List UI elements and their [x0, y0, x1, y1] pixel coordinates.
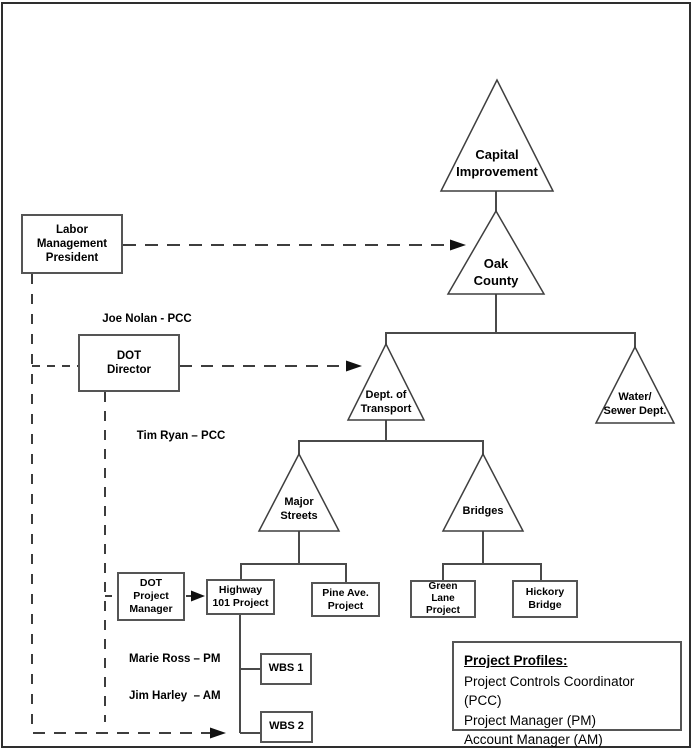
- label-line: Bridges: [462, 505, 504, 517]
- triangle-bridges: [443, 454, 523, 531]
- box-highway-101-project: [206, 579, 275, 615]
- legend-item: Account Manager (AM): [464, 731, 603, 747]
- triangle-capital-improvement: [441, 80, 553, 191]
- box-line: Pine Ave.: [322, 586, 369, 599]
- annotation-joe-nolan: [87, 289, 207, 350]
- triangle-dept-of-transport: [348, 344, 424, 420]
- arrow-head-to-dept-transport: [346, 361, 362, 372]
- box-labor-management-president: [21, 214, 123, 274]
- triangle-water-sewer-dept: [596, 347, 674, 423]
- annotation-text: Marie Ross – PM: [129, 653, 221, 665]
- box-line: Project: [426, 605, 460, 617]
- annotation-tim-ryan: [121, 406, 241, 467]
- legend-project-profiles: [452, 641, 682, 747]
- label-line: Transport: [360, 402, 412, 415]
- label-line: Oak: [483, 256, 509, 271]
- box-line: Lane: [431, 592, 455, 604]
- label-line: Major: [284, 496, 314, 508]
- label-line: Capital: [475, 147, 519, 162]
- legend-title: Project Profiles:: [464, 653, 568, 668]
- box-line: President: [45, 252, 99, 264]
- label-line: Sewer Dept.: [603, 404, 667, 417]
- triangle-major-streets: [259, 454, 339, 531]
- box-line: Management: [36, 237, 108, 250]
- box-line: 101 Project: [212, 597, 269, 609]
- box-line: WBS 1: [268, 662, 304, 675]
- box-line: Director: [106, 364, 152, 376]
- box-line: Project: [133, 590, 169, 603]
- box-line: DOT: [116, 349, 142, 362]
- legend-item: Project Manager (PM): [464, 712, 597, 728]
- box-line: Manager: [129, 602, 173, 615]
- box-pine-ave-project: [311, 582, 380, 617]
- box-wbs-1: [260, 653, 312, 685]
- box-line: Project: [327, 599, 364, 612]
- annotation-text: Joe Nolan - PCC: [102, 313, 192, 325]
- box-line: DOT: [139, 577, 163, 590]
- annotation-marie-jim: [129, 629, 221, 726]
- label-line: Water/: [618, 391, 652, 403]
- box-dot-project-manager: [117, 572, 185, 621]
- box-line: WBS 2: [269, 720, 304, 733]
- box-hickory-bridge: [512, 580, 578, 618]
- box-line: Labor: [56, 223, 88, 236]
- label-line: Dept. of: [365, 389, 407, 401]
- annotation-text: Tim Ryan – PCC: [136, 430, 226, 442]
- box-green-lane-project: [410, 580, 476, 618]
- label-line: Improvement: [456, 163, 538, 179]
- label-line: Streets: [280, 509, 318, 522]
- box-line: Green: [428, 580, 458, 592]
- box-line: Bridge: [528, 599, 562, 611]
- legend-item: Project Controls Coordinator (PCC): [464, 674, 635, 709]
- annotation-text: Jim Harley – AM: [129, 689, 221, 702]
- arrow-head-to-wbs2: [210, 728, 226, 739]
- label-line: County: [473, 272, 519, 288]
- arrow-head-to-highway-101: [191, 591, 205, 602]
- box-wbs-2: [260, 711, 313, 743]
- triangle-oak-county: [448, 211, 544, 294]
- box-line: Hickory: [525, 586, 565, 599]
- arrow-head-to-oak-county: [450, 240, 466, 251]
- box-line: Highway: [218, 584, 263, 597]
